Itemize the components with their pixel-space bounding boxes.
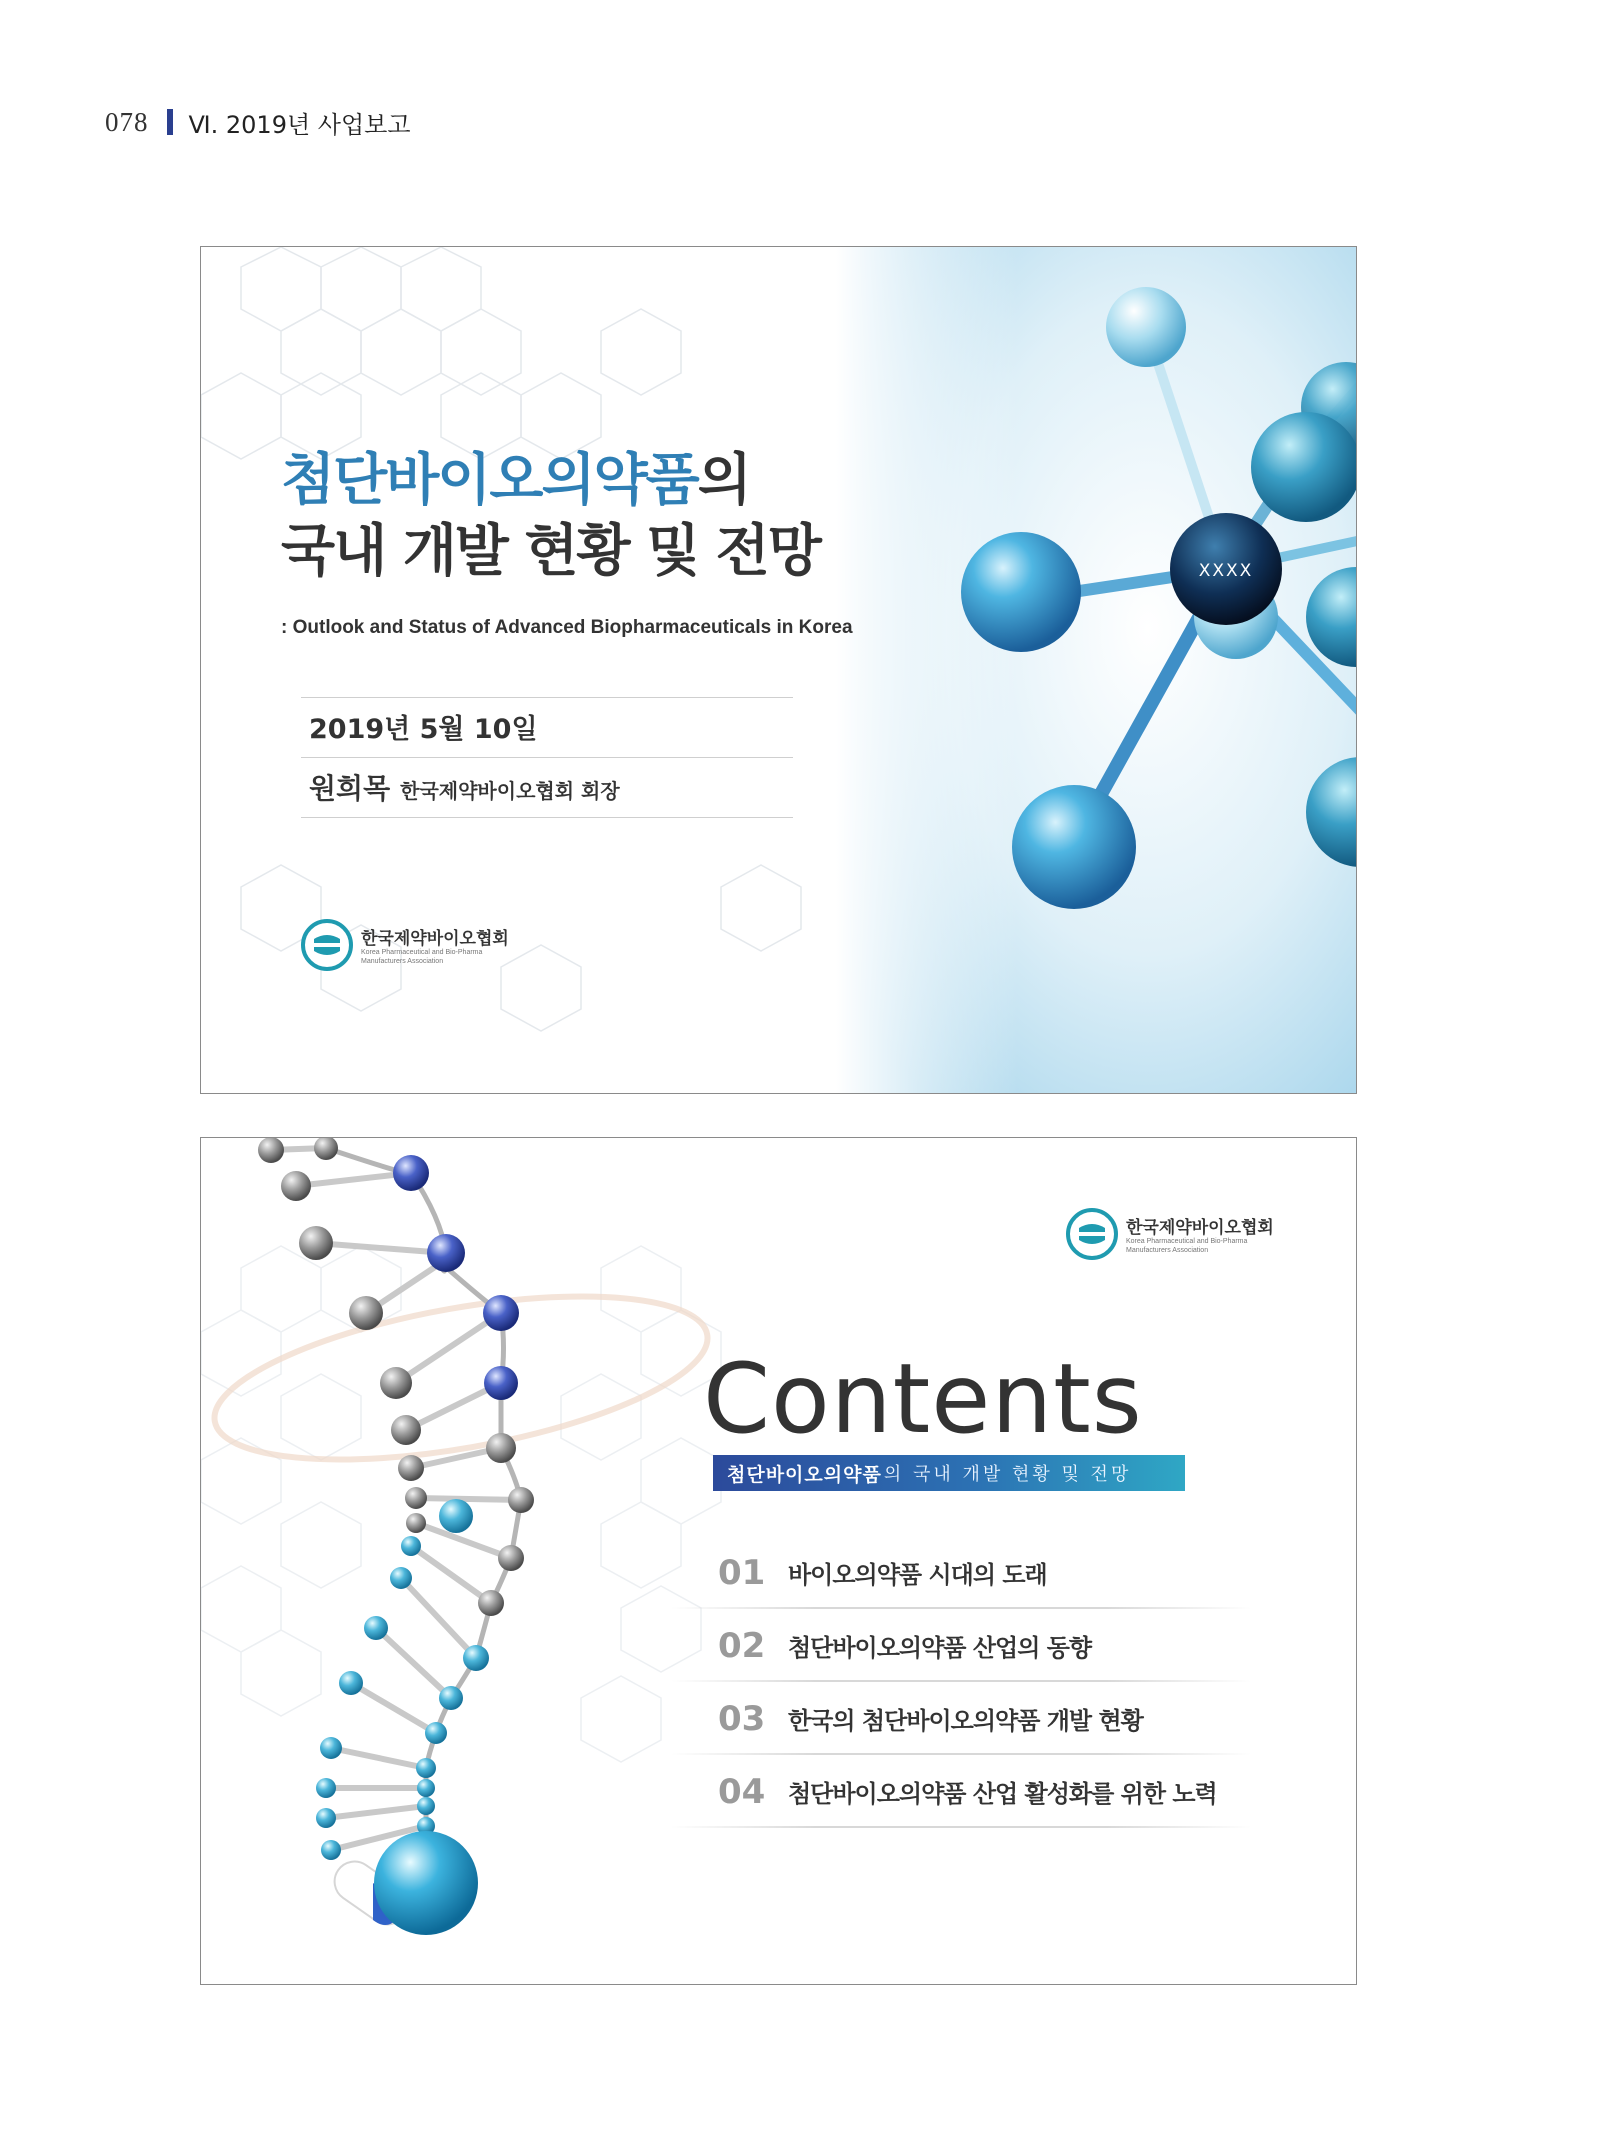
- divider-line: [301, 697, 793, 698]
- toc-text: 첨단바이오의약품 산업 활성화를 위한 노력: [788, 1780, 1217, 1808]
- logo-name-en-1: Korea Pharmaceutical and Bio-Pharma: [1126, 1238, 1248, 1246]
- dna-helix-illustration: [201, 1138, 681, 1985]
- header-divider-bar: [167, 109, 173, 135]
- divider-line: [301, 757, 793, 758]
- toc-text: 바이오의약품 시대의 도래: [788, 1561, 1047, 1589]
- section-title: Ⅵ. 2019년 사업보고: [188, 110, 411, 139]
- title-slide: [200, 246, 1357, 1094]
- contents-heading: Contents: [703, 1343, 1143, 1455]
- presentation-date: 2019년 5월 10일: [309, 714, 538, 745]
- dna-label: XXXX: [1198, 561, 1254, 581]
- association-logo: [1066, 1208, 1274, 1260]
- toc-item: [671, 1609, 1251, 1682]
- title-highlight: 첨단바이오의약품: [281, 448, 698, 513]
- toc-item: [671, 1536, 1251, 1609]
- slide-subtitle: : Outlook and Status of Advanced Biopharmaceuticals in Korea: [281, 617, 853, 638]
- logo-name-en-2: Manufacturers Association: [1126, 1246, 1209, 1254]
- logo-name-en-1: Korea Pharmaceutical and Bio-Pharma: [361, 949, 483, 957]
- toc-text: 첨단바이오의약품 산업의 동향: [788, 1634, 1092, 1662]
- title-line2: 국내 개발 현황 및 전망: [281, 519, 820, 585]
- toc-number: 01: [718, 1552, 766, 1593]
- association-logo-icon: [301, 919, 353, 971]
- toc-number: 02: [718, 1625, 766, 1666]
- association-logo: [301, 919, 509, 971]
- toc-number: 03: [718, 1698, 766, 1739]
- logo-name-ko: 한국제약바이오협회: [1126, 1218, 1274, 1239]
- presenter-role: 한국제약바이오협회 회장: [400, 779, 620, 803]
- toc-text: 한국의 첨단바이오의약품 개발 현황: [788, 1707, 1143, 1735]
- contents-banner: [713, 1455, 1185, 1491]
- presenter: [309, 767, 620, 807]
- table-of-contents: [671, 1536, 1251, 1828]
- toc-number: 04: [718, 1771, 766, 1812]
- toc-item: [671, 1755, 1251, 1828]
- page-number: 078: [105, 106, 149, 137]
- molecule-illustration: [836, 247, 1356, 1094]
- title-suffix: 의: [697, 448, 750, 513]
- toc-item: [671, 1682, 1251, 1755]
- contents-slide: [200, 1137, 1357, 1985]
- page-header: [105, 104, 411, 140]
- slide-title: [281, 447, 820, 585]
- presenter-name: 원희목: [309, 772, 391, 805]
- banner-highlight: 첨단바이오의약품: [727, 1463, 882, 1486]
- logo-name-ko: 한국제약바이오협회: [361, 929, 509, 950]
- association-logo-icon: [1066, 1208, 1118, 1260]
- banner-rest: 의 국내 개발 현황 및 전망: [883, 1464, 1132, 1485]
- logo-name-en-2: Manufacturers Association: [361, 957, 444, 965]
- divider-line: [301, 817, 793, 818]
